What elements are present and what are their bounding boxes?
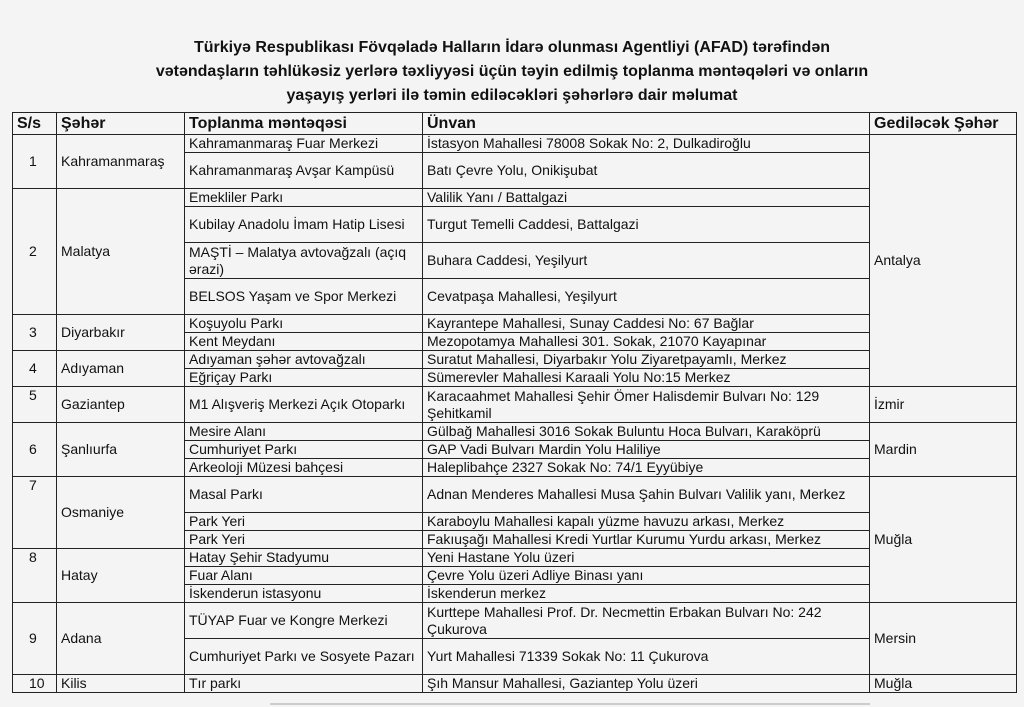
row-number: 3 xyxy=(29,324,37,340)
address: GAP Vadi Bulvarı Mardin Yolu Haliliye xyxy=(423,441,870,459)
assembly-point: Cumhuriyet Parkı xyxy=(185,441,423,459)
assembly-point: Kubilay Anadolu İmam Hatip Lisesi xyxy=(185,207,423,243)
address: Sümerevler Mahallesi Karaali Yolu No:15 Merkez xyxy=(423,369,870,387)
assembly-point: Kent Meydanı xyxy=(185,333,423,351)
assembly-point: Mesire Alanı xyxy=(185,423,423,441)
header-city: Şəhər xyxy=(57,113,185,135)
address: Batı Çevre Yolu, Onikişubat xyxy=(423,153,870,189)
row-number: 8 xyxy=(29,549,37,565)
destination-city: İzmir xyxy=(870,387,1017,423)
address: Gülbağ Mahallesi 3016 Sokak Buluntu Hoca Bulvarı, Karaköprü xyxy=(423,423,870,441)
table-header-row xyxy=(13,113,1017,135)
table-row xyxy=(13,189,1017,207)
assembly-point: İskenderun istasyonu xyxy=(185,585,423,603)
address: Yeni Hastane Yolu üzeri xyxy=(423,549,870,567)
row-number: 10 xyxy=(29,675,45,691)
assembly-point: Park Yeri xyxy=(185,531,423,549)
address: Valilik Yanı / Battalgazi xyxy=(423,189,870,207)
assembly-point: Park Yeri xyxy=(185,513,423,531)
row-number: 6 xyxy=(29,441,37,457)
address: Çevre Yolu üzeri Adliye Binası yanı xyxy=(423,567,870,585)
assembly-point: TÜYAP Fuar ve Kongre Merkezi xyxy=(185,603,423,639)
assembly-point: Kahramanmaraş Fuar Merkezi xyxy=(185,135,423,153)
address: Şıh Mansur Mahallesi, Gaziantep Yolu üzeri xyxy=(423,675,870,693)
address: Kurttepe Mahallesi Prof. Dr. Necmettin Erbakan Bulvarı No: 242 Çukurova xyxy=(423,603,870,639)
address: Cevatpaşa Mahallesi, Yeşilyurt xyxy=(423,279,870,315)
assembly-point: Kahramanmaraş Avşar Kampüsü xyxy=(185,153,423,189)
assembly-point: Masal Parkı xyxy=(185,477,423,513)
row-number: 2 xyxy=(29,243,37,259)
address: Fakıuşağı Mahallesi Kredi Yurtlar Kurumu Yurdu arkası, Merkez xyxy=(423,531,870,549)
assembly-point: MAŞTİ – Malatya avtovağzalı (açıq ərazi) xyxy=(185,243,423,279)
city-name: Kilis xyxy=(57,675,185,693)
city-name: Hatay xyxy=(57,549,185,603)
header-address: Ünvan xyxy=(423,113,870,135)
assembly-point: Koşuyolu Parkı xyxy=(185,315,423,333)
assembly-point: Eğriçay Parkı xyxy=(185,369,423,387)
table-row xyxy=(13,603,1017,639)
row-number: 9 xyxy=(29,630,37,646)
header-assembly-point: Toplanma məntəqəsi xyxy=(185,113,423,135)
destination-city: Mersin xyxy=(870,603,1017,675)
address: Karacaahmet Mahallesi Şehir Ömer Halisdemir Bulvarı No: 129 Şehitkamil xyxy=(423,387,870,423)
title-line-2: vətəndaşların təhlükəsiz yerlərə təxliyyəsi üçün təyin edilmiş toplanma məntəqələri və onların xyxy=(155,63,869,80)
assembly-point: Cumhuriyet Parkı ve Sosyete Pazarı xyxy=(185,639,423,675)
address: Turgut Temelli Caddesi, Battalgazi xyxy=(423,207,870,243)
address: Haleplibahçe 2327 Sokak No: 74/1 Eyyübiye xyxy=(423,459,870,477)
address: Suratut Mahallesi, Diyarbakır Yolu Ziyaretpayamlı, Merkez xyxy=(423,351,870,369)
address: Mezopotamya Mahallesi 301. Sokak, 21070 Kayapınar xyxy=(423,333,870,351)
address: Yurt Mahallesi 71339 Sokak No: 11 Çukurova xyxy=(423,639,870,675)
city-name: Osmaniye xyxy=(57,477,185,549)
assembly-point: Fuar Alanı xyxy=(185,567,423,585)
assembly-point: M1 Alışveriş Merkezi Açık Otoparkı xyxy=(185,387,423,423)
city-name: Adıyaman xyxy=(57,351,185,387)
assembly-points-table xyxy=(12,112,1017,693)
destination-city: Muğla xyxy=(870,477,1017,603)
title-line-3: yaşayış yerləri ilə təmin ediləcəkləri şəhərlərə dair məlumat xyxy=(286,87,738,104)
address: Buhara Caddesi, Yeşilyurt xyxy=(423,243,870,279)
city-name: Malatya xyxy=(57,189,185,315)
city-name: Adana xyxy=(57,603,185,675)
table-row xyxy=(13,135,1017,153)
row-number: 1 xyxy=(29,153,37,169)
assembly-point: Arkeoloji Müzesi bahçesi xyxy=(185,459,423,477)
row-number: 7 xyxy=(29,477,37,493)
assembly-point: BELSOS Yaşam ve Spor Merkezi xyxy=(185,279,423,315)
city-name: Kahramanmaraş xyxy=(57,135,185,189)
address: Karaboylu Mahallesi kapalı yüzme havuzu arkası, Merkez xyxy=(423,513,870,531)
destination-city: Muğla xyxy=(870,675,1017,693)
assembly-point: Tır parkı xyxy=(185,675,423,693)
table-row xyxy=(13,351,1017,369)
city-name: Şanlıurfa xyxy=(57,423,185,477)
table-row xyxy=(13,477,1017,513)
table-row xyxy=(13,315,1017,333)
row-number: 5 xyxy=(29,387,37,403)
assembly-point: Hatay Şehir Stadyumu xyxy=(185,549,423,567)
header-no: S/s xyxy=(13,113,57,135)
header-destination-city: Gedilәcәk Şәhәr xyxy=(870,113,1017,135)
assembly-point: Adıyaman şəhər avtovağzalı xyxy=(185,351,423,369)
address: İskenderun merkez xyxy=(423,585,870,603)
title-line-1: Türkiyə Respublikası Fövqəladə Halların İdarə olunması Agentliyi (AFAD) tərəfindən xyxy=(194,39,830,56)
table-row xyxy=(13,675,1017,693)
destination-city: Antalya xyxy=(870,135,1017,387)
table-row xyxy=(13,549,1017,567)
address: Adnan Menderes Mahallesi Musa Şahin Bulvarı Valilik yanı, Merkez xyxy=(423,477,870,513)
address: Kayrantepe Mahallesi, Sunay Caddesi No: 67 Bağlar xyxy=(423,315,870,333)
table-row xyxy=(13,387,1017,423)
assembly-point: Emekliler Parkı xyxy=(185,189,423,207)
city-name: Gaziantep xyxy=(57,387,185,423)
document-title xyxy=(0,36,1024,108)
city-name: Diyarbakır xyxy=(57,315,185,351)
destination-city: Mardin xyxy=(870,423,1017,477)
table-row xyxy=(13,423,1017,441)
page-bottom-edge xyxy=(270,703,870,705)
row-number: 4 xyxy=(29,360,37,376)
address: İstasyon Mahallesi 78008 Sokak No: 2, Dulkadiroğlu xyxy=(423,135,870,153)
